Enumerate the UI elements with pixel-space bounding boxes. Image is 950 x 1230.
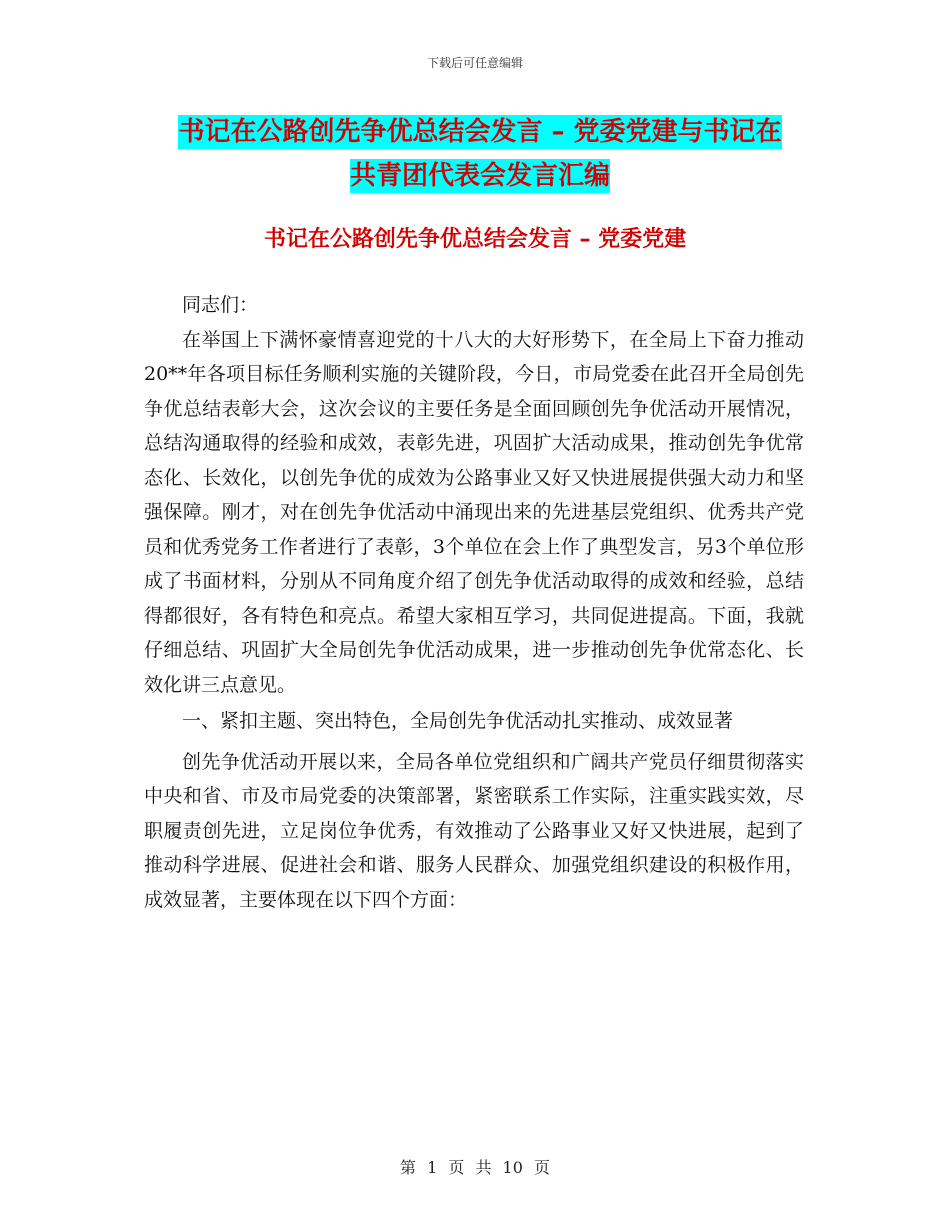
header-note: 下载后可任意编辑 (426, 56, 523, 70)
section-1-paragraph: 创先争优活动开展以来，全局各单位党组织和广阔共产党员仔细贯彻落实中央和省、市及市局党委的决策部署，紧密联系工作实际，注重实践实效，尽职履责创先进，立足岗位争优秀，有效推动了公路事业又好又快进展，起到了推动科学进展、促进社会和谐、服务人民群众、加强党组织建设的积极作用，成效显著，主要体现在以下四个方面： (144, 750, 804, 911)
page-footer: 第 1 页 共 10 页 (400, 1158, 550, 1177)
document-title (140, 110, 820, 198)
title-line-2: 共青团代表会发言汇编 (349, 161, 610, 191)
document-body (144, 288, 804, 917)
section-subtitle: 书记在公路创先争优总结会发言 – 党委党建 (263, 227, 687, 252)
title-line-1: 书记在公路创先争优总结会发言 – 党委党建与书记在 (178, 117, 782, 147)
greeting-paragraph: 同志们： (182, 294, 259, 316)
intro-paragraph: 在举国上下满怀豪情喜迎党的十八大的大好形势下，在全局上下奋力推动20**年各项目标任务顺利实施的关键阶段，今日，市局党委在此召开全局创先争优总结表彰大会，这次会议的主要任务是全面回顾创先争优活动开展情况，总结沟通取得的经验和成效，表彰先进，巩固扩大活动成果，推动创先争优常态化、长效化，以创先争优的成效为公路事业又好又快进展提供强大动力和坚强保障。刚才，对在创先争优活动中涌现出来的先进基层党组织、优秀共产党员和优秀党务工作者进行了表彰，3个单位在会上作了典型发言，另3个单位形成了书面材料，分别从不同角度介绍了创先争优活动取得的成效和经验，总结得都很好，各有特色和亮点。希望大家相互学习，共同促进提高。下面，我就仔细总结、巩固扩大全局创先争优活动成果，进一步推动创先争优常态化、长效化讲三点意见。 (144, 328, 804, 696)
section-heading-1: 一、紧扣主题、突出特色，全局创先争优活动扎实推动、成效显著 (182, 710, 734, 732)
